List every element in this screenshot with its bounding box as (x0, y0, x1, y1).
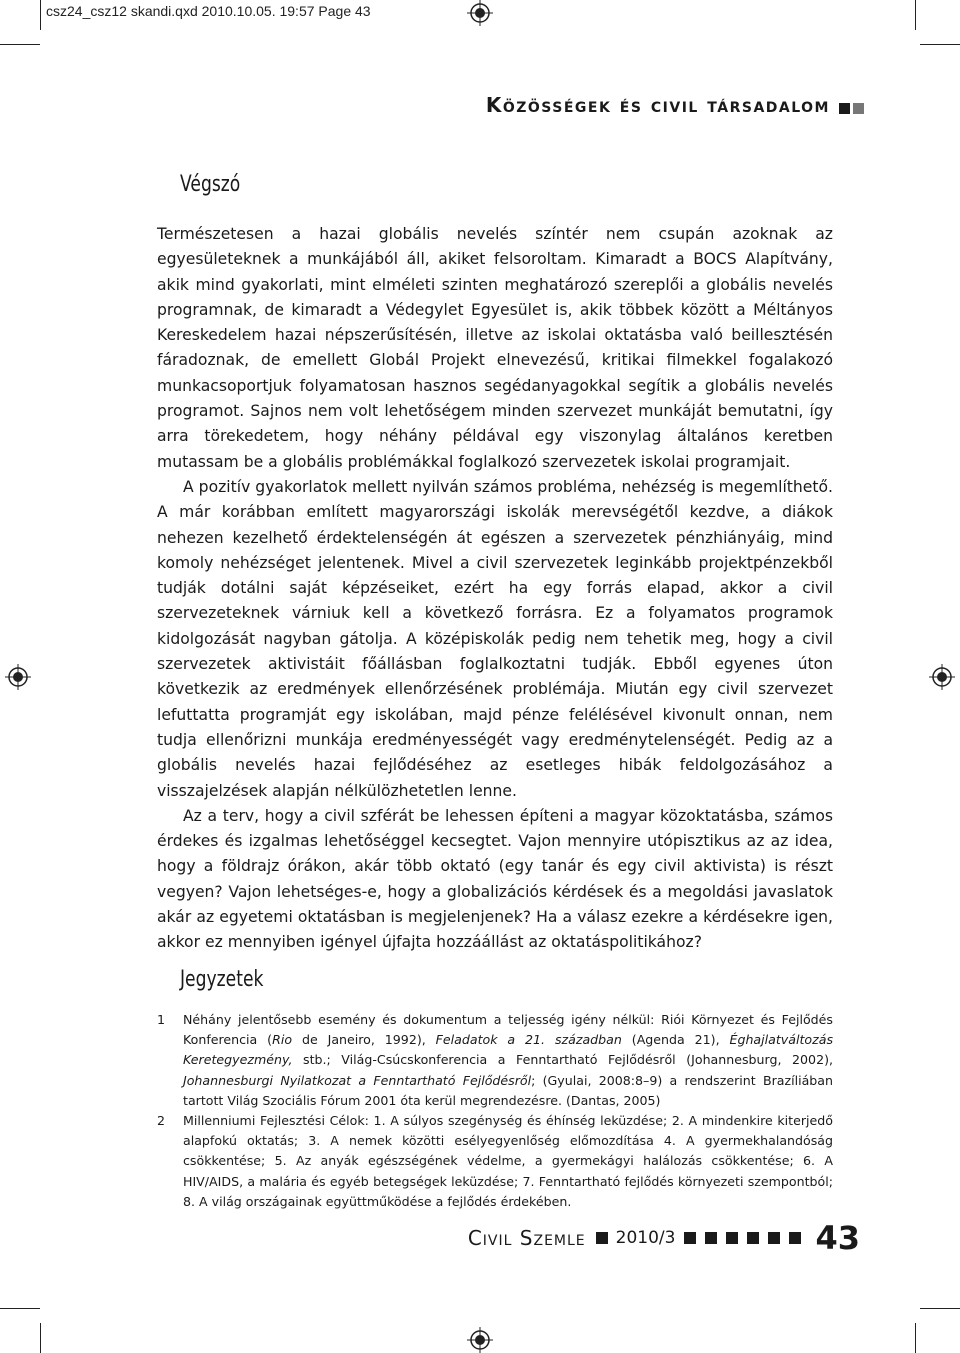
note-segment: Néhány jelentősebb esemény és dokumentum a teljesség igény nélkül: Riói Környezet és Fejlődés Konferencia ( (183, 1012, 833, 1048)
page-footer (468, 1218, 860, 1258)
page-number: 43 (815, 1219, 860, 1257)
square-ornament-icon (705, 1232, 717, 1244)
running-head (486, 91, 864, 121)
note-segment: de Janeiro, 1992), (292, 1032, 436, 1048)
note-number: 2 (157, 1113, 166, 1129)
square-ornament-icon (768, 1232, 780, 1244)
note-segment: (Agenda 21), (621, 1032, 730, 1048)
crop-mark (920, 1308, 960, 1309)
note-item (157, 1010, 833, 1111)
paragraph: Az a terv, hogy a civil szférát be lehessen építeni a magyar közoktatásba, számos érdekes és izgalmas lehetőséggel kecsegtet. Vajon mennyire utópisztikus az az idea, hogy a földrajz órákon, akár több oktató (egy tanár és egy civil aktivista) is részt vegyen? Vajon lehetséges-e, hogy a globalizációs kérdések és a megoldási javaslatok akár az egyetemi oktatásban is megjelenjenek? Ha a válasz ezekre a kérdésekre igen, akkor ez mennyiben igényel újfajta hozzáállást az oktatáspolitikához? (157, 806, 833, 952)
registration-mark-icon (467, 0, 493, 26)
note-segment-italic: Johannesburgi Nyilatkozat a Fenntartható Fejlődésről (183, 1072, 532, 1088)
crop-mark (915, 1323, 916, 1353)
crop-mark (40, 0, 41, 30)
square-ornament-icon (596, 1232, 608, 1244)
slug-line: csz24_csz12 skandi.qxd 2010.10.05. 19:57 Page 43 (46, 3, 371, 19)
note-text: Millenniumi Fejlesztési Célok: 1. A súlyos szegénység és éhínség leküzdése; 2. A mindenkire kiterjedő alapfokú oktatás; 3. A nemek közötti esélyegyenlőség előmozdítása 4. A gyermekhalandóság csökkentése; 5. Az anyák egészségének védelme, a gyermekágyi halálozás csökkentése; 6. A HIV/AIDS, a malária és egyéb betegségek leküzdése; 7. Fenntartható fejlődés környezeti szempontból; 8. A világ országainak együttműködése a fejlődés érdekében. (183, 1113, 833, 1209)
note-number: 1 (157, 1012, 166, 1027)
registration-mark-icon (5, 664, 31, 690)
notes-title: Jegyzetek (180, 967, 264, 992)
crop-mark (0, 1308, 40, 1309)
notes-list (157, 1010, 833, 1212)
square-ornament-icon (726, 1232, 738, 1244)
square-ornament-icon (836, 93, 864, 121)
note-segment-italic: Feladatok a 21. században (435, 1032, 622, 1048)
journal-name: Civil Szemle (467, 1226, 586, 1250)
note-segment-italic: Rio (272, 1032, 293, 1048)
paragraph: Természetesen a hazai globális nevelés színtér nem csupán azoknak az egyesületeknek a munkájából áll, akiket felsoroltam. Kimaradt a BOCS Alapítvány, akik mind gyakorlati, mint elméleti szinten meghatározó szereplői a globális nevelés programnak, de kimaradt a Védegylet Egyesület is, akik többek között a Méltányos Kereskedelem hazai népszerűsítésén, illetve az iskolai oktatásba való beillesztésén fáradoznak, de emellett Globál Projekt elnevezésű, kritikai filmekkel fogalakozó munkacsoportjuk folyamatosan hasznos segédanyagokkal segítik a globális nevelés programot. Sajnos nem volt lehetőségem minden szervezet munkáját bemutatni, így arra törekedetem, hogy néhány példával egy viszonylag általános keretben mutassam be a globális problémákkal foglalkozó szervezetek iskolai programjait. (157, 225, 833, 471)
registration-mark-icon (929, 664, 955, 690)
note-text (183, 1012, 833, 1108)
registration-mark-icon (467, 1327, 493, 1353)
issue-number: 2010/3 (615, 1228, 676, 1248)
crop-mark (915, 0, 916, 30)
note-segment-italic: Éghajlatváltozás Keretegyezmény, (183, 1032, 834, 1068)
crop-mark (40, 1323, 41, 1353)
paragraph: A pozitív gyakorlatok mellett nyilván számos probléma, nehézség is megemlíthető. A már korábban említett magyarországi iskolák merevségétől kezdve, a diákok nehezen kezelhető érdektelenségén át egészen a szervezetek pénzhiányáig, mind komoly nehézséget jelentenek. Mivel a civil szervezetek leginkább projektpénzekből tudják dotálni saját képzéseiket, ezért ha egy forrás elapad, akkor a civil szervezeteknek várniuk kell a következő forrásra. Ez a folyamatos programok kidolgozását nagyban gátolja. A középiskolák pedig nem tehetik meg, hogy a civil szervezetek aktivistáit főállásban foglalkoztatni tudják. Ebből egyenes úton következik az eredmények ellenőrzésének problémája. Miután egy civil szervezet lefuttatta programját egy iskolában, majd pénze felélésével kivonult onnan, nem tudja ellenőrizni munkája eredményességét vagy eredménytelenségét. Pedig az a globális nevelés hazai fejlődéséhez az esetleges hibák feldolgozásához a visszajelzések alapján nélkülözhetetlen lenne. (157, 477, 833, 800)
square-ornament-icon (789, 1232, 801, 1244)
running-head-text: Közösségek és civil társadalom (485, 93, 830, 117)
note-segment: ; (Gyulai, 2008:8–9) a rendszerint Brazíliában tartott Világ Szociális Fórum 2001 óta kerül megrendezésre. (Dantas, 2005) (183, 1072, 833, 1108)
square-ornament-icon (684, 1232, 696, 1244)
note-item (157, 1111, 833, 1212)
section-title: Végszó (180, 172, 241, 197)
body-text (157, 222, 833, 956)
note-segment: stb.; Világ-Csúcskonferencia a Fenntartható Fejlődésről (Johannesburg, 2002), (292, 1052, 833, 1068)
crop-mark (0, 44, 40, 45)
square-ornament-icon (747, 1232, 759, 1244)
crop-mark (920, 44, 960, 45)
